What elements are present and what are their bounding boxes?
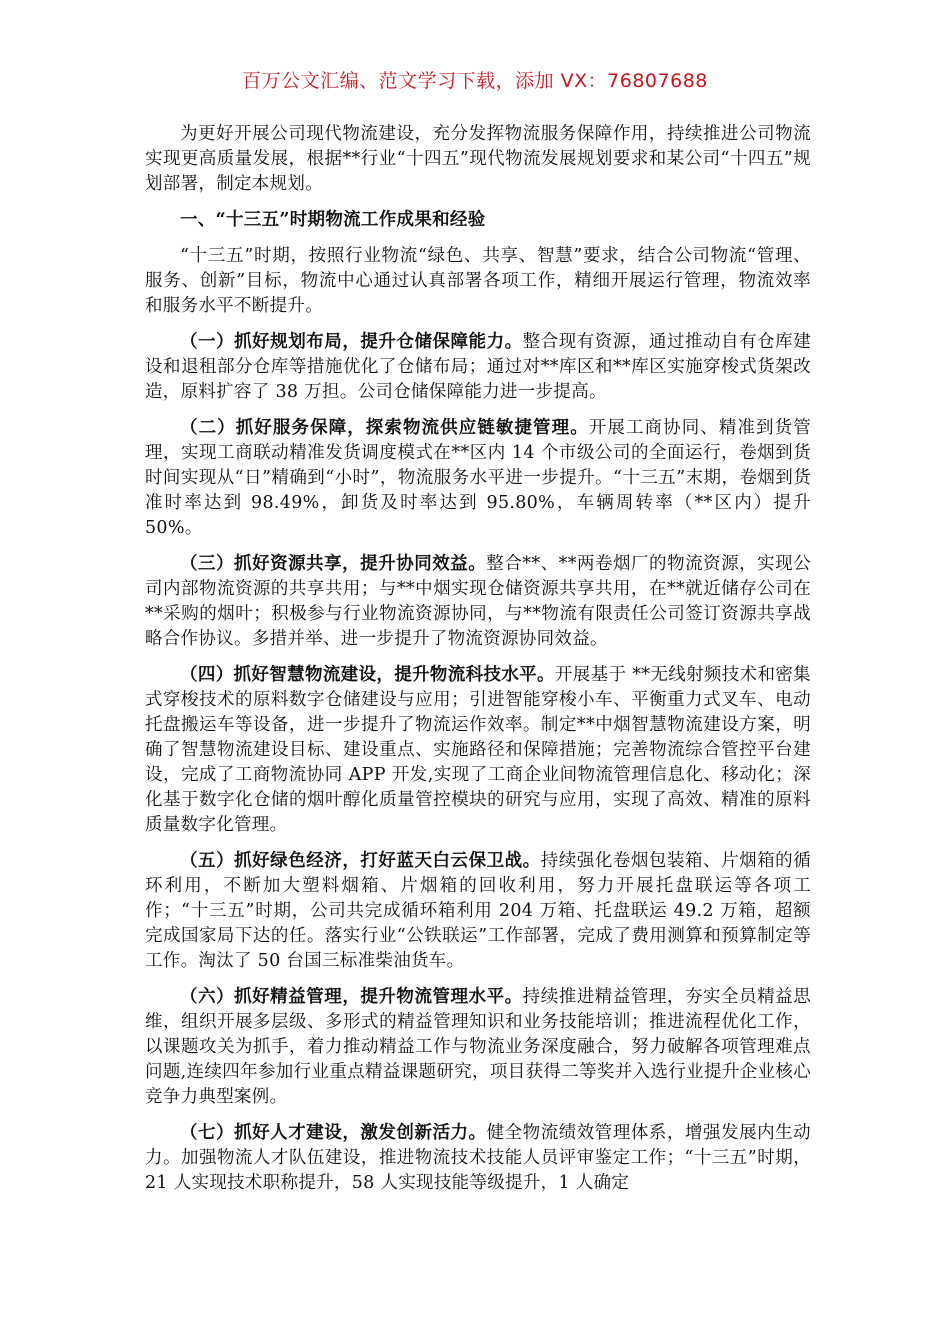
item-paragraph-1 (145, 330, 811, 405)
item-paragraph-2 (145, 416, 811, 541)
item-body: 整合**、**两卷烟厂的物流资源，实现公司内部物流资源的共享共用；与**中烟实现仓储资源共享共用，在**就近储存公司在**采购的烟叶；积极参与行业物流资源协同，与**物流有限责任公司签订资源共享战略合作协议。多措并举、进一步提升了物流资源协同效益。 (145, 554, 811, 649)
item-paragraph-5 (145, 849, 811, 974)
item-body: 开展基于 **无线射频技术和密集式穿梭技术的原料数字仓储建设与应用；引进智能穿梭小车、平衡重力式叉车、电动托盘搬运车等设备，进一步提升了物流运作效率。制定**中烟智慧物流建设方案，明确了智慧物流建设目标、建设重点、实施路径和保障措施；完善物流综合管控平台建设，完成了工商物流协同 APP 开发,实现了工商企业间物流管理信息化、移动化；深化基于数字化仓储的烟叶醇化质量管控模块的研究与应用，实现了高效、精准的原料质量数字化管理。 (145, 665, 811, 835)
intro-paragraph: 为更好开展公司现代物流建设，充分发挥物流服务保障作用，持续推进公司物流实现更高质量发展，根据**行业“十四五”现代物流发展规划要求和某公司“十四五”规划部署，制定本规划。 (145, 124, 811, 194)
item-body: 健全物流绩效管理体系，增强发展内生动力。加强物流人才队伍建设，推进物流技术技能人员评审鉴定工作；“十三五”时期，21 人实现技术职称提升，58 人实现技能等级提升，1 人确定 (145, 1123, 811, 1193)
item-body: 持续强化卷烟包装箱、片烟箱的循环利用，不断加大塑料烟箱、片烟箱的回收利用，努力开展托盘联运等各项工作；“十三五”时期，公司共完成循环箱利用 204 万箱、托盘联运 49.2 万箱，超额完成国家局下达的任。落实行业“公铁联运”工作部署，完成了费用测算和预算制定等工作。淘汰了 50 台国三标准柴油货车。 (145, 851, 812, 971)
item-lead: （三）抓好资源共享，提升协同效益。 (180, 554, 487, 574)
item-paragraph-4 (145, 663, 811, 838)
item-lead: （二）抓好服务保障，探索物流供应链敏捷管理。 (180, 418, 589, 438)
item-lead: （七）抓好人才建设，激发创新活力。 (180, 1123, 487, 1143)
section-heading: 一、“十三五”时期物流工作成果和经验 (180, 210, 486, 230)
item-lead: （一）抓好规划布局，提升仓储保障能力。 (180, 332, 523, 352)
item-lead: （六）抓好精益管理，提升物流管理水平。 (180, 987, 523, 1007)
promo-banner: 百万公文汇编、范文学习下载，添加 VX：76807688 (242, 70, 708, 92)
item-lead: （五）抓好绿色经济，打好蓝天白云保卫战。 (180, 851, 541, 871)
item-paragraph-3 (145, 552, 811, 652)
item-lead: （四）抓好智慧物流建设，提升物流科技水平。 (180, 665, 555, 685)
document-body (145, 122, 811, 1207)
item-body: 持续推进精益管理，夯实全员精益思维，组织开展多层级、多形式的精益管理知识和业务技能培训；推进流程优化工作，以课题攻关为抓手，着力推动精益工作与物流业务深度融合，努力破解各项管理难点问题,连续四年参加行业重点精益课题研究，项目获得二等奖并入选行业提升企业核心竞争力典型案例。 (145, 987, 811, 1107)
item-body: 整合现有资源，通过推动自有仓库建设和退租部分仓库等措施优化了仓储布局；通过对**库区和**库区实施穿梭式货架改造，原料扩容了 38 万担。公司仓储保障能力进一步提高。 (145, 332, 811, 402)
item-paragraph-6 (145, 985, 811, 1110)
section-summary: “十三五”时期，按照行业物流“绿色、共享、智慧”要求，结合公司物流“管理、服务、创新”目标，物流中心通过认真部署各项工作，精细开展运行管理，物流效率和服务水平不断提升。 (145, 246, 811, 316)
item-body: 开展工商协同、精准到货管理，实现工商联动精准发货调度模式在**区内 14 个市级公司的全面运行，卷烟到货时间实现从“日”精确到“小时”，物流服务水平进一步提升。“十三五”末期，卷烟到货准时率达到 98.49%，卸货及时率达到 95.80%，车辆周转率（**区内）提升 50%。 (145, 418, 811, 538)
item-paragraph-7 (145, 1121, 811, 1196)
